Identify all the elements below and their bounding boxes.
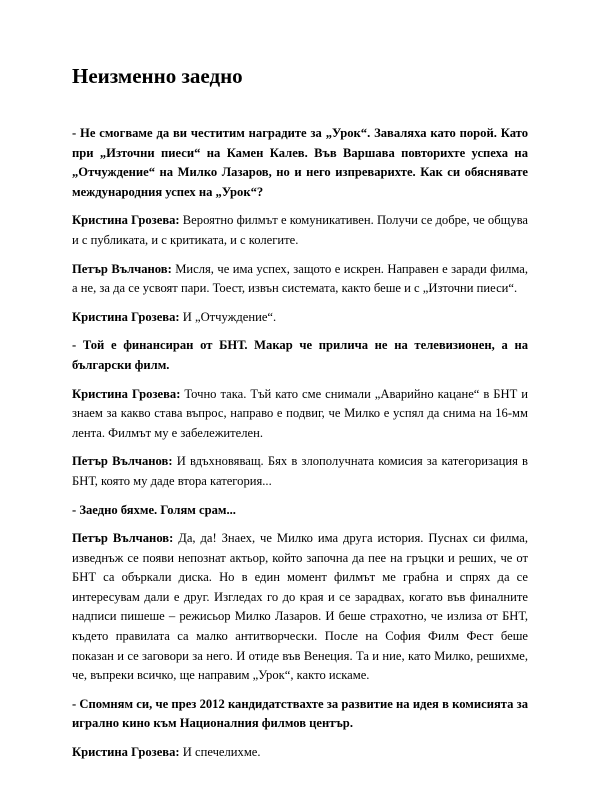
answer-paragraph [72, 452, 528, 491]
speaker-name: Петър Вълчанов: [72, 454, 173, 469]
answer-paragraph [72, 529, 528, 686]
speaker-name: Петър Вълчанов: [72, 261, 172, 276]
speaker-name: Кристина Грозева: [72, 213, 180, 228]
answer-paragraph [72, 385, 528, 444]
answer-paragraph [72, 260, 528, 299]
answer-text: Да, да! Знаех, че Милко има друга история. Пуснах си филма, изведнъж се появи непознат актьор, който започна да пее на гръцки и реших, че от БНТ са объркали диска. Но в един момент филмът ме грабна и спрях да се интересувам дали е друг. Изгледах го до края и се зарадвах, когато във финалните надписи пишеше – режисьор Милко Лазаров. И беше страхотно, че излиза от БНТ, където правилата са малко антитворчески. После на София Филм Фест беше показан и се заговори за него. И отиде във Венеция. Та и ние, като Милко, решихме, че, въпреки всичко, ще направим „Урок“, както искаме. [72, 531, 528, 683]
question-paragraph: - Не смогваме да ви честитим наградите за „Урок“. Заваляха като порой. Като при „Източни пиеси“ на Камен Калев. Във Варшава повторихте успеха на „Отчуждение“ на Милко Лазаров, но и него изпреварихте. Как си обяснявате международния успех на „Урок“? [72, 126, 528, 199]
answer-text: И спечелихме. [179, 745, 261, 760]
article-title: Неизменно заедно [72, 64, 243, 88]
answer-text: Вероятно филмът е комуникативен. Получи се добре, че общува и с публиката, и с критиката, и с колегите. [72, 213, 528, 247]
answer-paragraph [72, 743, 528, 763]
answer-text: И вдъхновяващ. Бях в злополучната комисия за категоризация в БНТ, която му даде втора категория... [72, 454, 528, 488]
question-paragraph: - Той е финансиран от БНТ. Макар че прилича не на телевизионен, а на български филм. [72, 338, 528, 372]
answer-text: И „Отчуждение“. [179, 309, 277, 324]
speaker-name: Кристина Грозева: [72, 386, 181, 401]
article-body [72, 124, 528, 772]
question-paragraph: - Заедно бяхме. Голям срам... [72, 502, 236, 517]
speaker-name: Кристина Грозева: [72, 309, 180, 324]
speaker-name: Петър Вълчанов: [72, 531, 174, 546]
speaker-name: Кристина Грозева: [72, 745, 180, 760]
question-paragraph: - Спомням си, че през 2012 кандидатствахте за развитие на идея в комисията за игрално кино към Националния филмов център. [72, 696, 528, 731]
answer-paragraph [72, 308, 528, 328]
answer-text: Точно така. Тъй като сме снимали „Аварийно кацане“ в БНТ и знаем за какво става въпрос, направо е подвиг, че Милко е успял да снима на 16-мм лента. Филмът му е забележителен. [72, 386, 528, 440]
answer-paragraph [72, 211, 528, 250]
answer-text: Мисля, че има успех, защото е искрен. Направен е заради филма, а не, за да се усвоят пари. Тоест, извън системата, както беше и с „Източни пиеси“. [72, 261, 528, 296]
